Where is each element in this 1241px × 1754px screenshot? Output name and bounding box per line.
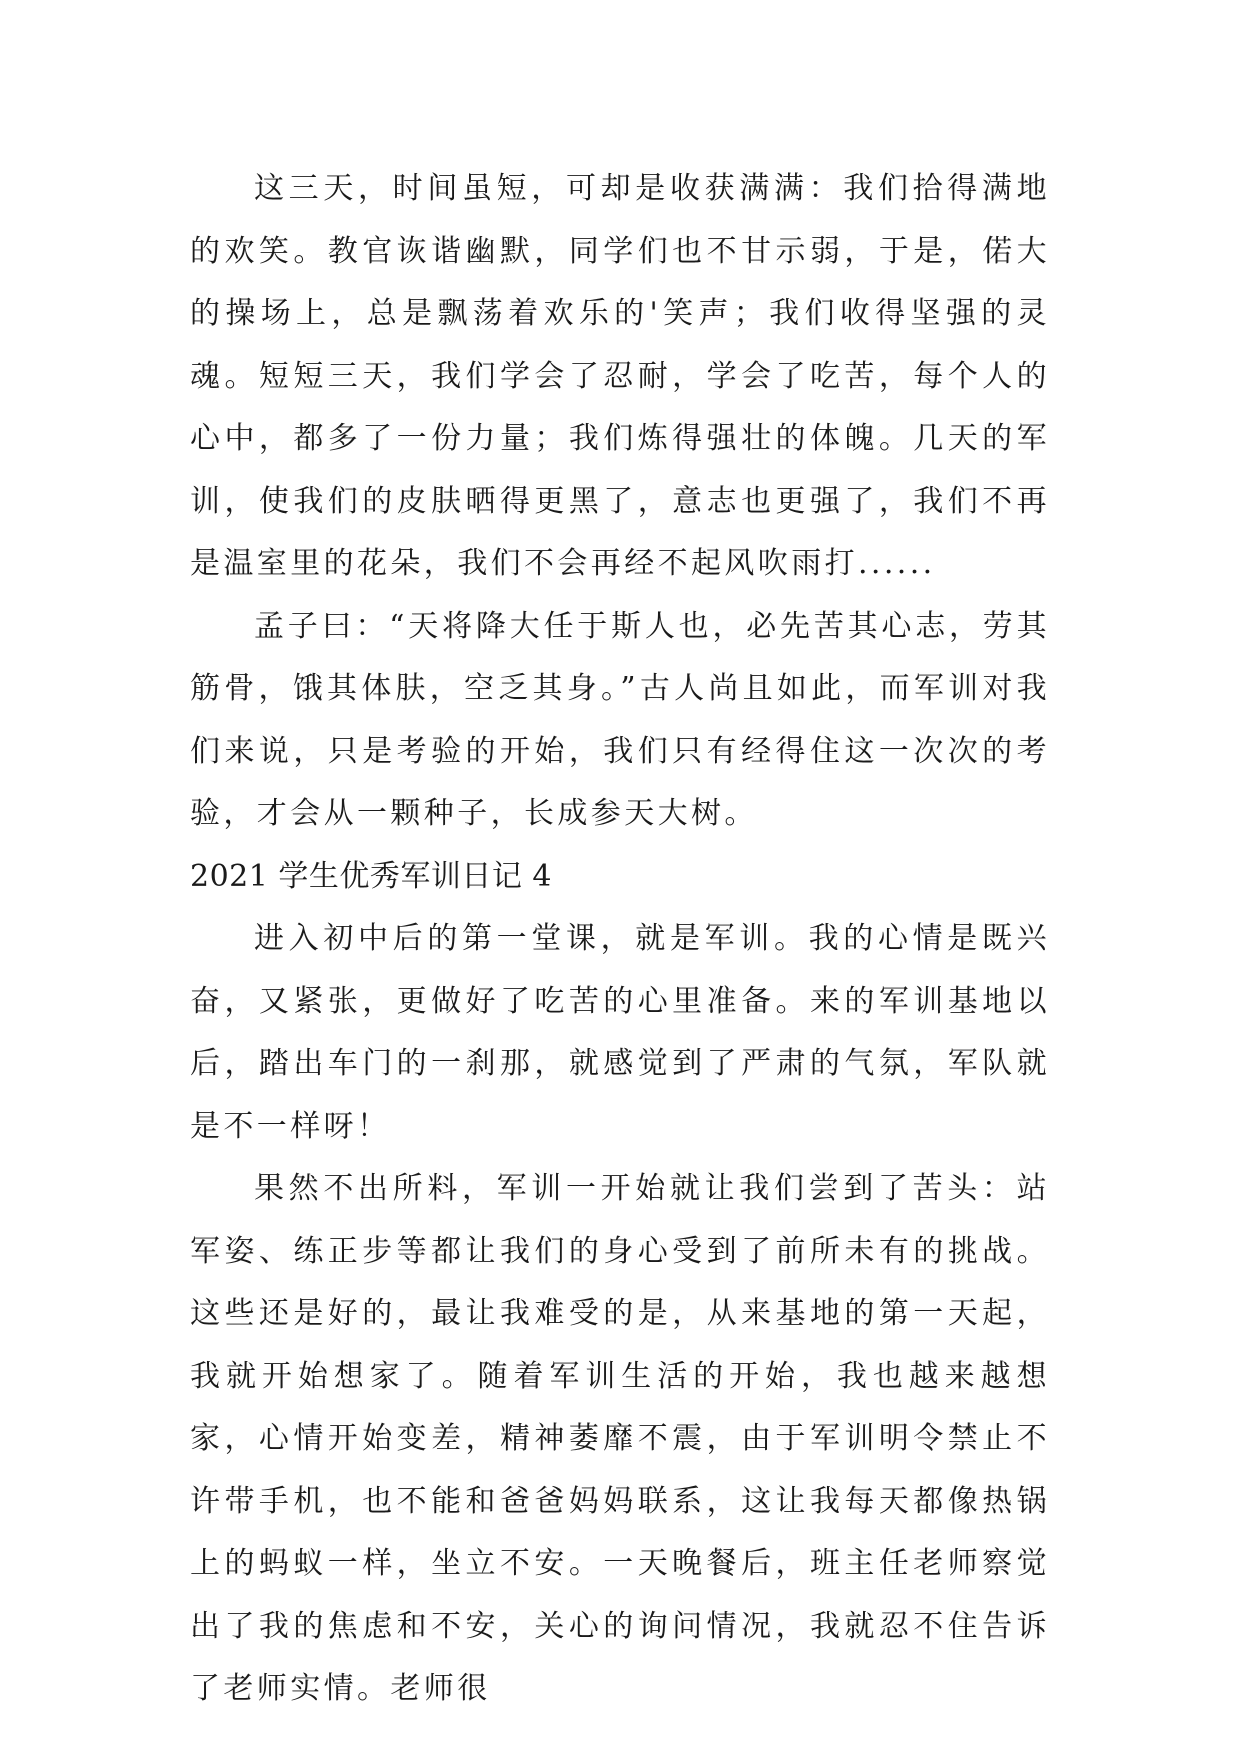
paragraph: 孟子曰：“天将降大任于斯人也，必先苦其心志，劳其筋骨，饿其体肤，空乏其身。”古人尚且如此，而军训对我们来说，只是考验的开始，我们只有经得住这一次次的考验，才会从一颗种子，长成参天大树。 xyxy=(190,608,1050,831)
document-body xyxy=(190,158,1050,1721)
paragraph: 果然不出所料，军训一开始就让我们尝到了苦头：站军姿、练正步等都让我们的身心受到了前所未有的挑战。这些还是好的，最让我难受的是，从来基地的第一天起，我就开始想家了。随着军训生活的开始，我也越来越想家，心情开始变差，精神萎靡不震，由于军训明令禁止不许带手机，也不能和爸爸妈妈联系，这让我每天都像热锅上的蚂蚁一样，坐立不安。一天晚餐后，班主任老师察觉出了我的焦虑和不安，关心的询问情况，我就忍不住告诉了老师实情。老师很 xyxy=(190,1171,1050,1706)
section-heading: 2021 学生优秀军训日记 4 xyxy=(190,858,553,894)
paragraph: 进入初中后的第一堂课，就是军训。我的心情是既兴奋，又紧张，更做好了吃苦的心里准备。来的军训基地以后，踏出车门的一刹那，就感觉到了严肃的气氛，军队就是不一样呀！ xyxy=(190,921,1050,1144)
paragraph: 这三天，时间虽短，可却是收获满满：我们拾得满地的欢笑。教官诙谐幽默，同学们也不甘示弱，于是，偌大的操场上，总是飘荡着欢乐的'笑声；我们收得坚强的灵魂。短短三天，我们学会了忍耐，学会了吃苦，每个人的心中，都多了一份力量；我们炼得强壮的体魄。几天的军训，使我们的皮肤晒得更黑了，意志也更强了，我们不再是温室里的花朵，我们不会再经不起风吹雨打...... xyxy=(190,171,1050,581)
